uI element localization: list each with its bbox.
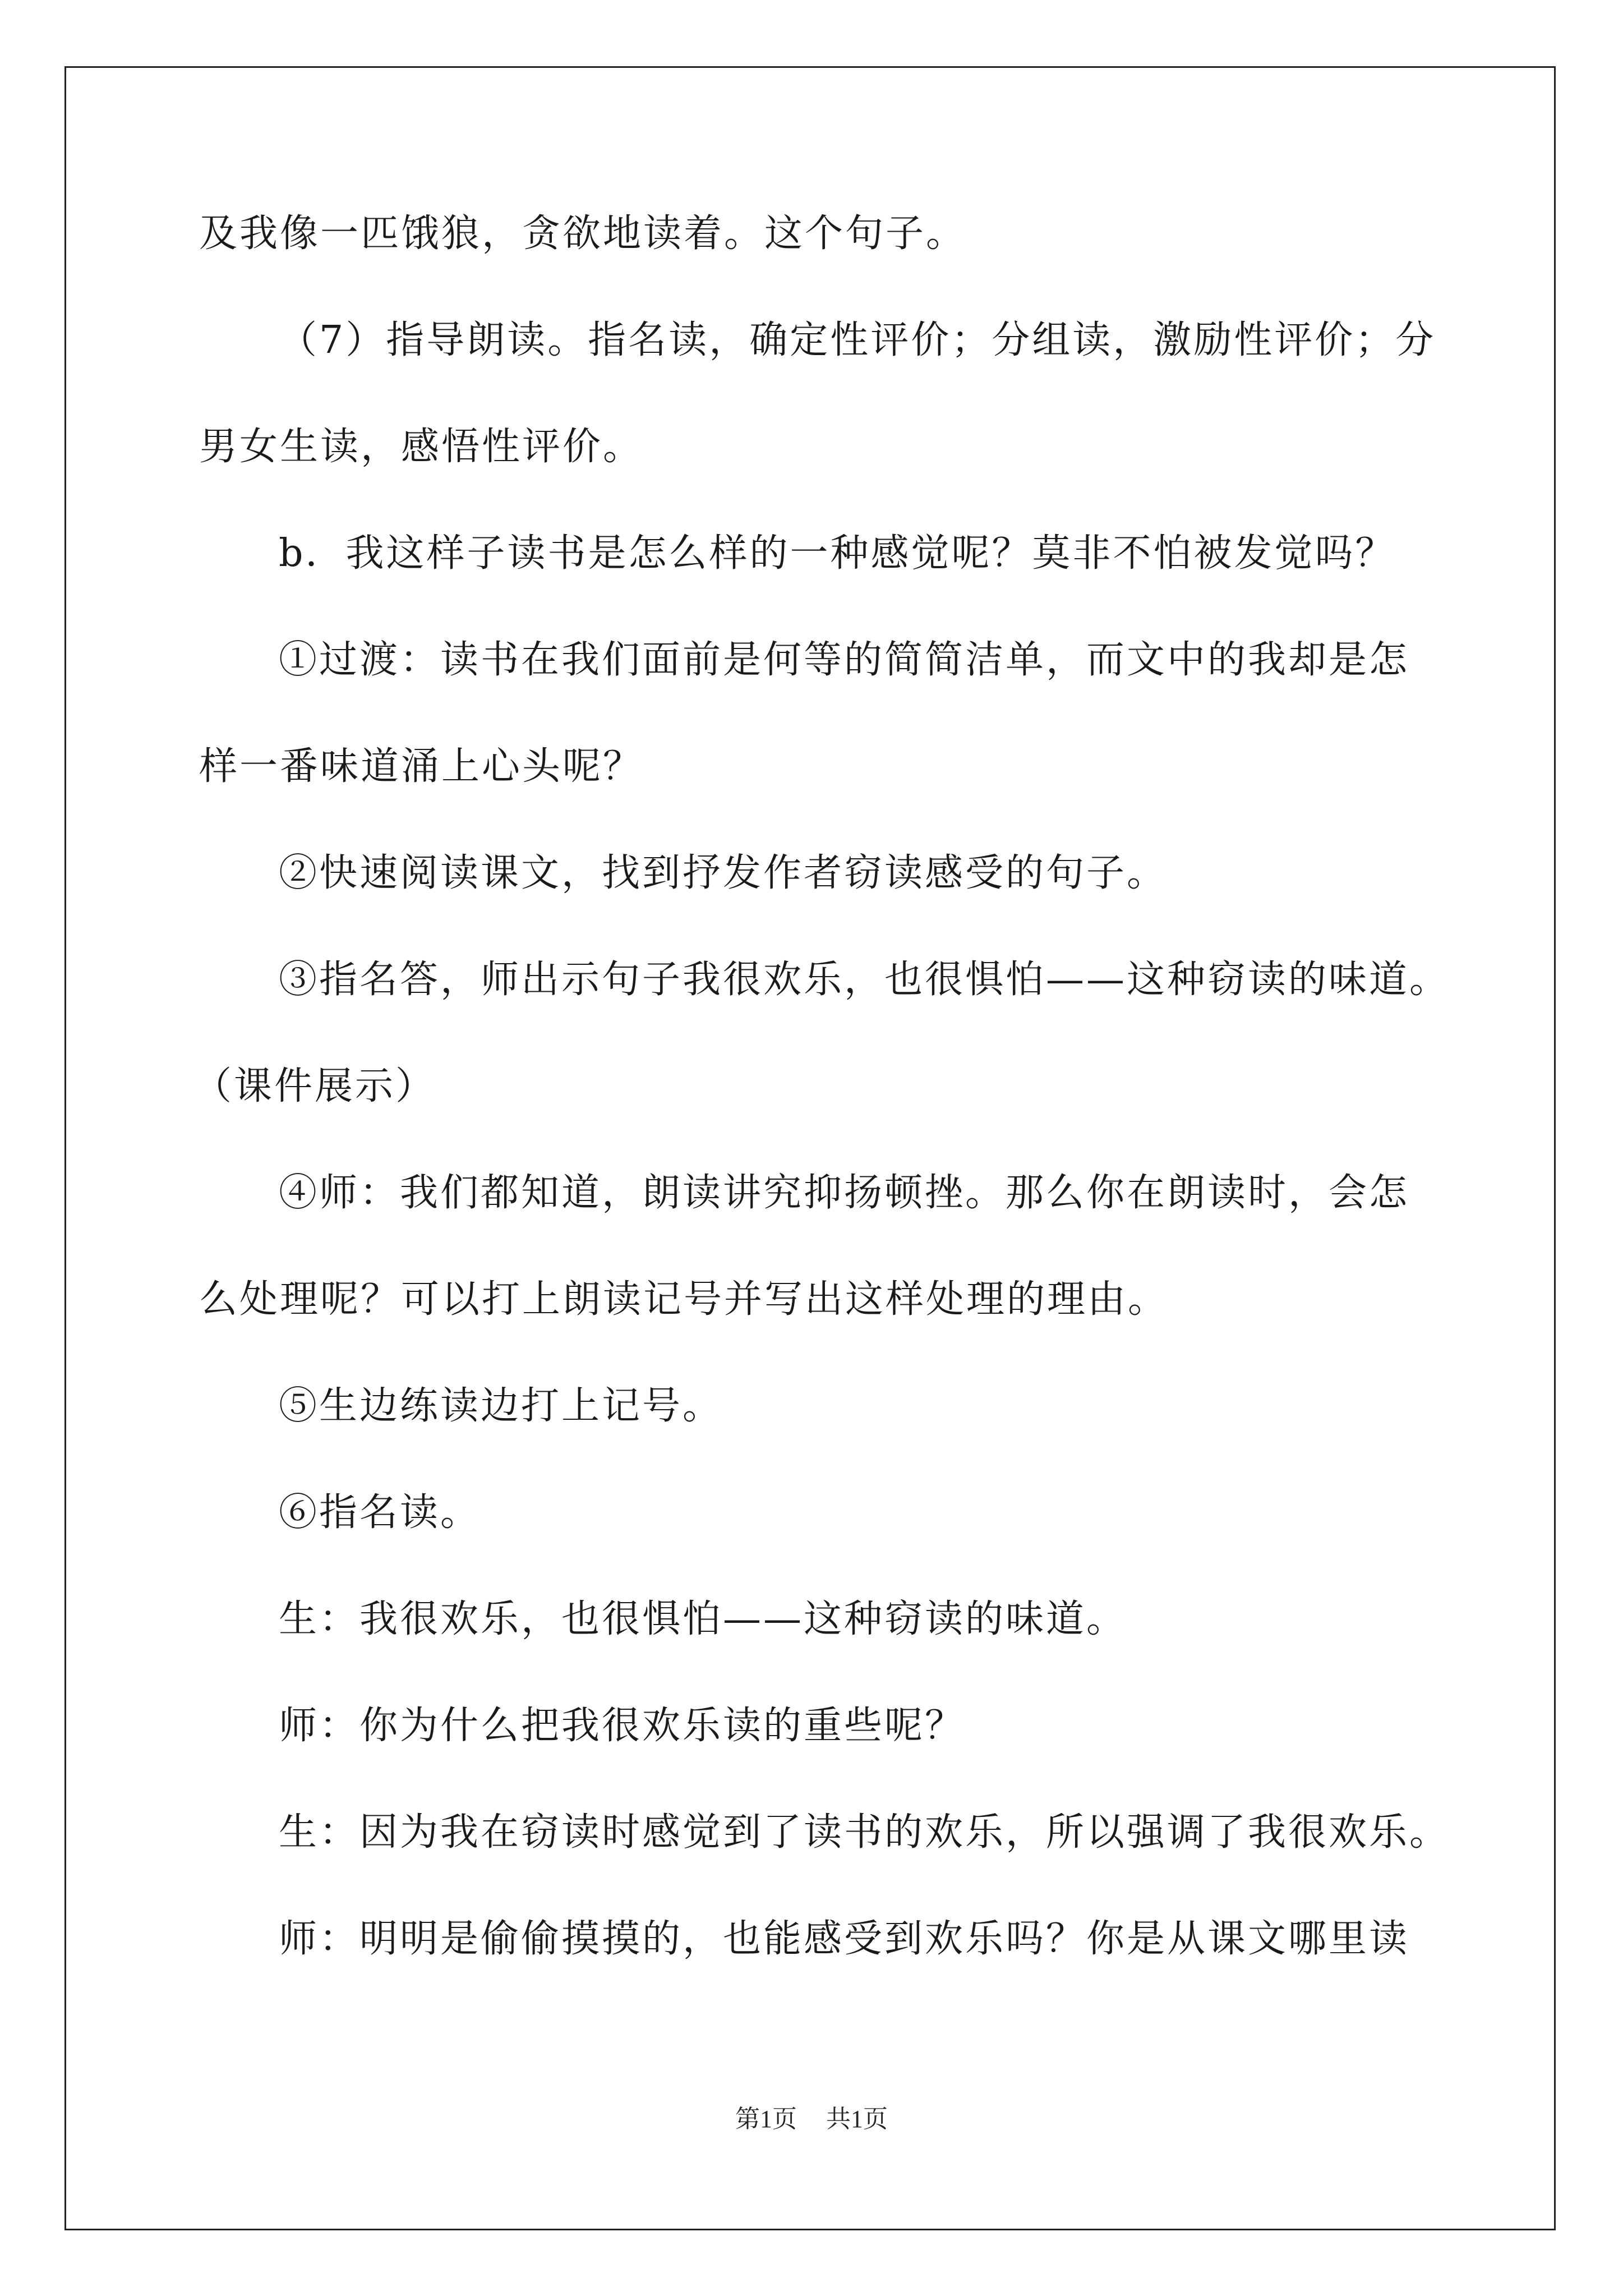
text-line: 样一番味道涌上心头呢？: [199, 744, 644, 789]
text-line: 生：我很欢乐，也很惧怕——这种窃读的味道。: [279, 1597, 1127, 1641]
page-border: [64, 66, 1556, 2230]
text-line: ④师：我们都知道，朗读讲究抑扬顿挫。那么你在朗读时，会怎: [279, 1171, 1410, 1215]
text-line: （课件展示）: [193, 1064, 436, 1108]
text-line: 师：明明是偷偷摸摸的，也能感受到欢乐吗？你是从课文哪里读: [279, 1917, 1410, 1961]
text-line: 生：因为我在窃读时感觉到了读书的欢乐，所以强调了我很欢乐。: [279, 1810, 1450, 1855]
text-line: 及我像一匹饿狼，贪欲地读着。这个句子。: [199, 211, 967, 256]
text-line: ③指名答，师出示句子我很欢乐，也很惧怕——这种窃读的味道。: [279, 958, 1450, 1002]
text-line: ⑤生边练读边打上记号。: [279, 1384, 723, 1428]
page-footer: [0, 2102, 1623, 2136]
text-line: b．我这样子读书是怎么样的一种感觉呢？莫非不怕被发觉吗？: [279, 531, 1396, 576]
text-line: 男女生读，感悟性评价。: [199, 425, 644, 469]
text-line: ①过渡：读书在我们面前是何等的简简洁单，而文中的我却是怎: [279, 638, 1410, 682]
text-line: （7）指导朗读。指名读，确定性评价；分组读，激励性评价；分: [279, 318, 1436, 362]
text-line: 师：你为什么把我很欢乐读的重些呢？: [279, 1704, 966, 1748]
text-line: ②快速阅读课文，找到抒发作者窃读感受的句子。: [279, 851, 1168, 895]
page-total: 共1页: [826, 2105, 888, 2133]
page-number: 第1页: [735, 2105, 797, 2133]
text-line: 么处理呢？可以打上朗读记号并写出这样处理的理由。: [199, 1277, 1169, 1322]
text-line: ⑥指名读。: [279, 1490, 481, 1535]
